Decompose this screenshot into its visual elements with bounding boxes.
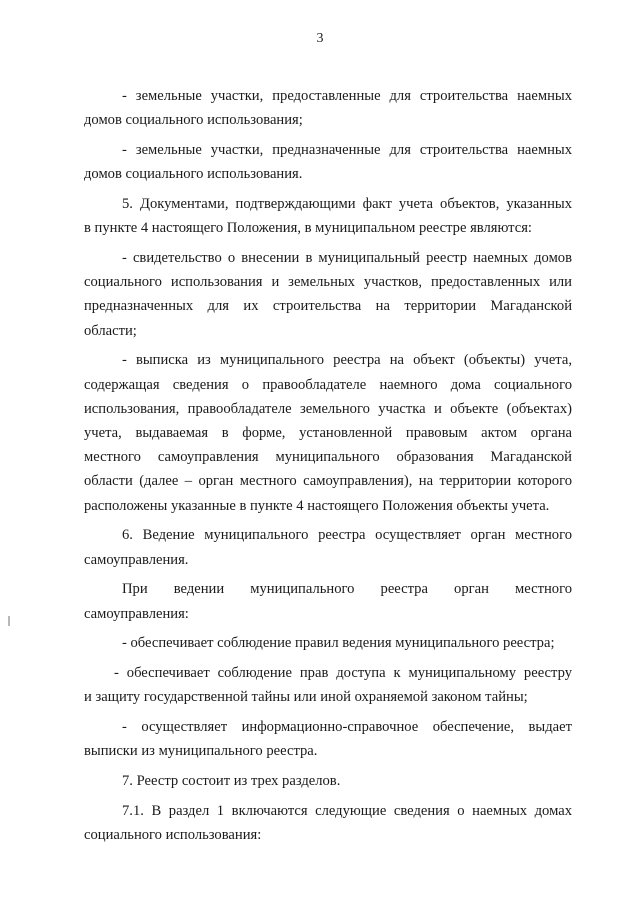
text-line: социального использования и земельных участков, предоставленных или xyxy=(84,274,572,291)
page-number: 3 xyxy=(316,31,324,46)
text-line: 5. Документами, подтверждающими факт учета объектов, указанных xyxy=(122,196,572,212)
text-line: самоуправления. xyxy=(84,551,189,568)
text-line: При ведении муниципального реестра орган местного xyxy=(122,581,572,598)
document-body xyxy=(84,84,572,853)
text-line: самоуправления: xyxy=(84,605,189,622)
paragraph xyxy=(84,577,572,625)
text-line: - земельные участки, предоставленные для строительства наемных xyxy=(122,88,572,104)
text-line: выписки из муниципального реестра. xyxy=(84,743,318,760)
text-line: области (далее – орган местного самоуправления), на территории которого xyxy=(84,473,572,490)
paragraph xyxy=(84,192,572,240)
text-line: предназначенных для их строительства на территории Магаданской xyxy=(84,298,572,315)
text-line: и защиту государственной тайны или иной охраняемой законом тайны; xyxy=(84,689,528,706)
paragraph xyxy=(84,138,572,186)
text-line: использования, правообладателе земельного участка и объекте (объектах) xyxy=(84,400,572,417)
text-line: области; xyxy=(84,322,137,339)
text-line: содержащая сведения о правообладателе наемного дома социального xyxy=(84,376,572,393)
text-line: учета, выдаваемая в форме, установленной правовым актом органа xyxy=(84,425,572,442)
paragraph xyxy=(84,799,572,847)
text-line: - выписка из муниципального реестра на объект (объекты) учета, xyxy=(122,352,572,369)
text-line: местного самоуправления муниципального образования Магаданской xyxy=(84,449,572,466)
paragraph xyxy=(84,523,572,571)
paragraph xyxy=(84,631,572,655)
text-line: 7.1. В раздел 1 включаются следующие сведения о наемных домах xyxy=(122,803,572,820)
scan-edge-mark xyxy=(8,616,10,626)
text-line: - обеспечивает соблюдение прав доступа к муниципальному реестру xyxy=(114,665,572,682)
text-line: - земельные участки, предназначенные для строительства наемных xyxy=(122,142,572,158)
text-line: 7. Реестр состоит из трех разделов. xyxy=(122,773,341,790)
text-line: расположены указанные в пункте 4 настоящего Положения объекты учета. xyxy=(84,497,550,514)
paragraph xyxy=(84,246,572,343)
text-line: - обеспечивает соблюдение правил ведения муниципального реестра; xyxy=(122,635,555,652)
text-line: - осуществляет информационно-справочное обеспечение, выдает xyxy=(122,719,572,736)
text-line: 6. Ведение муниципального реестра осуществляет орган местного xyxy=(122,527,572,544)
text-line: социального использования: xyxy=(84,827,262,844)
paragraph xyxy=(84,715,572,763)
paragraph xyxy=(84,661,572,709)
text-line: - свидетельство о внесении в муниципальный реестр наемных домов xyxy=(122,250,572,266)
text-line: домов социального использования. xyxy=(84,166,303,183)
text-line: в пункте 4 настоящего Положения, в муниципальном реестре являются: xyxy=(84,220,532,237)
text-line: домов социального использования; xyxy=(84,112,303,129)
paragraph xyxy=(84,348,572,517)
paragraph xyxy=(84,84,572,132)
paragraph xyxy=(84,769,572,793)
